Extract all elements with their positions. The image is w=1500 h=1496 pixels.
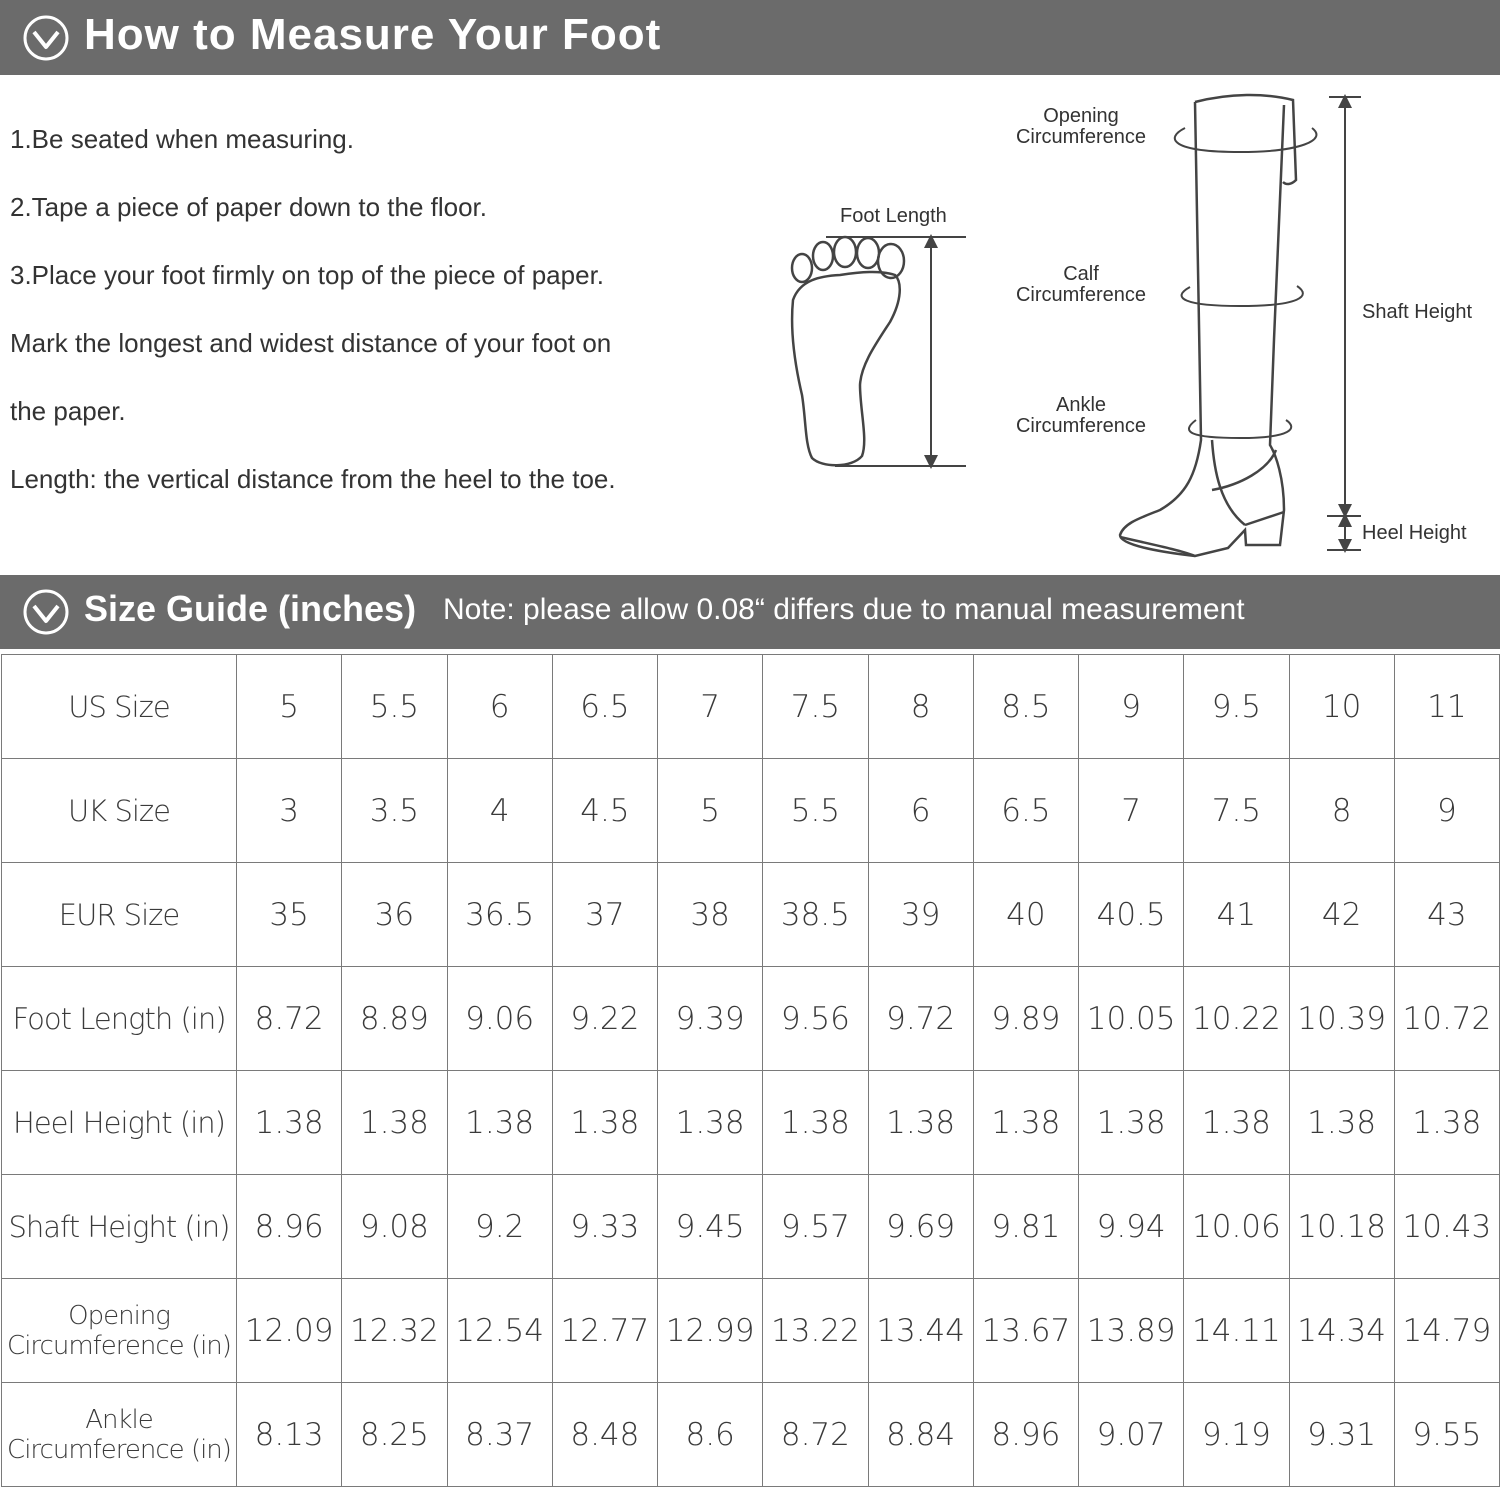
table-cell: 1.38: [868, 1071, 973, 1175]
table-cell: 13.44: [868, 1279, 973, 1383]
table-cell: 1.38: [763, 1071, 868, 1175]
foot-length-label: Foot Length: [840, 205, 947, 227]
shaft-height-label: Shaft Height: [1362, 301, 1473, 323]
row-header: UK Size: [2, 759, 237, 863]
table-cell: 10.22: [1184, 967, 1289, 1071]
ankle-label-line2: Circumference: [1015, 415, 1147, 437]
table-cell: 9.07: [1079, 1383, 1184, 1487]
table-cell: 9.81: [973, 1175, 1078, 1279]
table-cell: 40.5: [1079, 863, 1184, 967]
table-cell: 9.5: [1184, 655, 1289, 759]
instruction-line: 1.Be seated when measuring.: [10, 124, 354, 154]
table-cell: 4: [447, 759, 552, 863]
table-cell: 38: [658, 863, 763, 967]
instruction-line: 3.Place your foot firmly on top of the piece of paper.: [10, 260, 605, 290]
table-cell: 12.77: [552, 1279, 657, 1383]
table-cell: 12.32: [342, 1279, 447, 1383]
table-cell: 37: [552, 863, 657, 967]
table-cell: 4.5: [552, 759, 657, 863]
table-cell: 9.08: [342, 1175, 447, 1279]
table-cell: 5: [658, 759, 763, 863]
table-cell: 41: [1184, 863, 1289, 967]
table-row: [2, 1279, 1500, 1383]
table-cell: 8.72: [763, 1383, 868, 1487]
foot-outline-icon: [792, 237, 904, 465]
table-cell: 7: [1079, 759, 1184, 863]
table-cell: 10.06: [1184, 1175, 1289, 1279]
calf-circumference-label: [1006, 264, 1156, 306]
table-cell: 5: [237, 655, 342, 759]
table-cell: 13.89: [1079, 1279, 1184, 1383]
table-cell: 8.96: [973, 1383, 1078, 1487]
table-cell: 10.43: [1394, 1175, 1499, 1279]
table-cell: 13.22: [763, 1279, 868, 1383]
table-cell: 12.09: [237, 1279, 342, 1383]
row-header: Foot Length (in): [2, 967, 237, 1071]
row-header: Shaft Height (in): [2, 1175, 237, 1279]
table-cell: 9.39: [658, 967, 763, 1071]
table-cell: 7: [658, 655, 763, 759]
heel-height-label: Heel Height: [1362, 522, 1467, 544]
table-cell: 8.84: [868, 1383, 973, 1487]
table-cell: 9.57: [763, 1175, 868, 1279]
table-cell: 39: [868, 863, 973, 967]
table-cell: 6.5: [973, 759, 1078, 863]
table-row: [2, 1383, 1500, 1487]
table-cell: 9.2: [447, 1175, 552, 1279]
table-cell: 40: [973, 863, 1078, 967]
row-header-line1: Opening: [68, 1300, 170, 1331]
table-cell: 9.94: [1079, 1175, 1184, 1279]
table-cell: 9: [1394, 759, 1499, 863]
table-cell: 9.45: [658, 1175, 763, 1279]
table-cell: 8.48: [552, 1383, 657, 1487]
table-cell: 6: [868, 759, 973, 863]
size-table: [1, 654, 1500, 1487]
table-cell: 9: [1079, 655, 1184, 759]
table-cell: 5.5: [763, 759, 868, 863]
table-cell: 8.72: [237, 967, 342, 1071]
table-cell: 36.5: [447, 863, 552, 967]
table-cell: 9.06: [447, 967, 552, 1071]
row-header: EUR Size: [2, 863, 237, 967]
table-cell: 9.89: [973, 967, 1078, 1071]
opening-circumference-label: [1006, 106, 1156, 148]
table-cell: 14.34: [1289, 1279, 1394, 1383]
table-cell: 3: [237, 759, 342, 863]
table-cell: 8: [868, 655, 973, 759]
measurement-diagram: [0, 75, 1500, 575]
table-cell: 10.18: [1289, 1175, 1394, 1279]
table-cell: 9.56: [763, 967, 868, 1071]
table-row: [2, 863, 1500, 967]
table-cell: 1.38: [237, 1071, 342, 1175]
table-cell: 7.5: [763, 655, 868, 759]
measure-header-banner: [0, 0, 1500, 75]
ankle-label-line1: Ankle: [1055, 394, 1107, 416]
row-header: [2, 1279, 237, 1383]
size-guide-title: Size Guide (inches): [84, 588, 417, 629]
table-cell: 38.5: [763, 863, 868, 967]
table-cell: 5.5: [342, 655, 447, 759]
table-cell: 6: [447, 655, 552, 759]
table-row: [2, 655, 1500, 759]
opening-label-line1: Opening: [1043, 105, 1119, 127]
table-cell: 8.13: [237, 1383, 342, 1487]
table-cell: 8.25: [342, 1383, 447, 1487]
table-row: [2, 1071, 1500, 1175]
row-header-line2: Circumference (in): [7, 1330, 231, 1361]
table-cell: 6.5: [552, 655, 657, 759]
row-header-line1: Ankle: [85, 1404, 153, 1435]
table-cell: 12.99: [658, 1279, 763, 1383]
row-header-line2: Circumference (in): [7, 1434, 231, 1465]
table-cell: 8.89: [342, 967, 447, 1071]
calf-label-line1: Calf: [1063, 263, 1099, 285]
table-cell: 1.38: [1289, 1071, 1394, 1175]
table-cell: 8.37: [447, 1383, 552, 1487]
row-header: [2, 1383, 237, 1487]
table-cell: 8.6: [658, 1383, 763, 1487]
table-cell: 1.38: [552, 1071, 657, 1175]
table-cell: 9.33: [552, 1175, 657, 1279]
row-header: US Size: [2, 655, 237, 759]
instruction-line: the paper.: [10, 396, 126, 426]
table-cell: 14.79: [1394, 1279, 1499, 1383]
table-cell: 1.38: [447, 1071, 552, 1175]
table-cell: 3.5: [342, 759, 447, 863]
chevron-down-circle-icon: [22, 14, 70, 62]
table-cell: 9.72: [868, 967, 973, 1071]
row-header: Heel Height (in): [2, 1071, 237, 1175]
instruction-line: 2.Tape a piece of paper down to the floor.: [10, 192, 488, 222]
table-row: [2, 759, 1500, 863]
table-cell: 10: [1289, 655, 1394, 759]
table-cell: 8.96: [237, 1175, 342, 1279]
chevron-down-circle-icon: [22, 588, 70, 636]
page-title: How to Measure Your Foot: [84, 10, 662, 59]
table-cell: 12.54: [447, 1279, 552, 1383]
table-cell: 10.39: [1289, 967, 1394, 1071]
size-guide-banner: [0, 575, 1500, 649]
table-cell: 9.69: [868, 1175, 973, 1279]
table-cell: 9.19: [1184, 1383, 1289, 1487]
instruction-line: Length: the vertical distance from the heel to the toe.: [10, 464, 616, 494]
table-cell: 10.72: [1394, 967, 1499, 1071]
table-cell: 1.38: [1079, 1071, 1184, 1175]
table-cell: 9.31: [1289, 1383, 1394, 1487]
diagram-drawing: [0, 75, 1500, 575]
table-cell: 1.38: [658, 1071, 763, 1175]
calf-label-line2: Circumference: [1015, 284, 1147, 306]
table-cell: 1.38: [1184, 1071, 1289, 1175]
table-cell: 35: [237, 863, 342, 967]
table-cell: 14.11: [1184, 1279, 1289, 1383]
table-cell: 9.22: [552, 967, 657, 1071]
table-cell: 43: [1394, 863, 1499, 967]
table-cell: 42: [1289, 863, 1394, 967]
opening-label-line2: Circumference: [1015, 126, 1147, 148]
table-cell: 9.55: [1394, 1383, 1499, 1487]
table-cell: 36: [342, 863, 447, 967]
size-guide-note: Note: please allow 0.08“ differs due to manual measurement: [443, 593, 1245, 626]
table-cell: 1.38: [973, 1071, 1078, 1175]
table-cell: 1.38: [1394, 1071, 1499, 1175]
table-cell: 8.5: [973, 655, 1078, 759]
table-row: [2, 967, 1500, 1071]
table-cell: 1.38: [342, 1071, 447, 1175]
instruction-line: Mark the longest and widest distance of your foot on: [10, 328, 612, 358]
table-cell: 8: [1289, 759, 1394, 863]
table-cell: 10.05: [1079, 967, 1184, 1071]
table-cell: 7.5: [1184, 759, 1289, 863]
boot-outline-icon: [1120, 95, 1296, 556]
table-cell: 13.67: [973, 1279, 1078, 1383]
table-cell: 11: [1394, 655, 1499, 759]
ankle-circumference-label: [1006, 395, 1156, 437]
table-row: [2, 1175, 1500, 1279]
